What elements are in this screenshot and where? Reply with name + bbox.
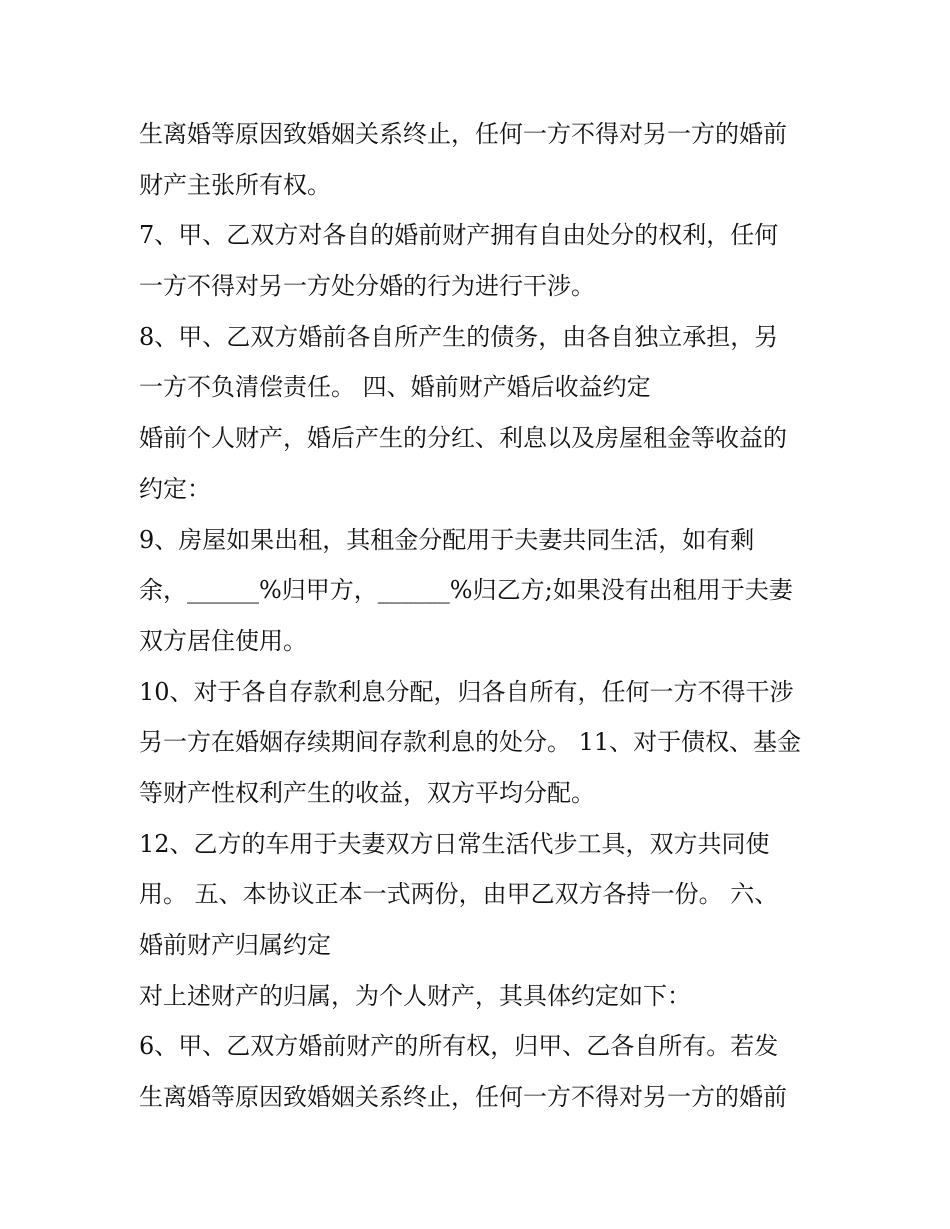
text-line: 一方不得对另一方处分婚的行为进行干涉。 [139,272,595,301]
text-line: 余，______%归甲方，______%归乙方;如果没有出租用于夫妻 [139,576,793,605]
text-line: 8、甲、乙双方婚前各自所产生的债务，由各自独立承担，另 [139,322,779,351]
text-line: 10、对于各自存款利息分配，归各自所有，任何一方不得干涉 [139,677,794,706]
text-line: 生离婚等原因致婚姻关系终止，任何一方不得对另一方的婚前 [139,1083,787,1112]
text-line: 用。 五、本协议正本一式两份，由甲乙双方各持一份。 六、 [139,880,779,909]
document-body [139,109,829,1123]
text-line: 等财产性权利产生的收益，双方平均分配。 [139,778,595,807]
text-line: 约定： [139,474,211,503]
text-line: 12、乙方的车用于夫妻双方日常生活代步工具，双方共同使 [139,829,770,858]
text-line: 6、甲、乙双方婚前财产的所有权，归甲、乙各自所有。若发 [139,1032,779,1061]
text-line: 婚前个人财产，婚后产生的分红、利息以及房屋租金等收益的 [139,424,787,453]
text-line: 对上述财产的归属，为个人财产，其具体约定如下： [139,981,691,1010]
text-line: 另一方在婚姻存续期间存款利息的处分。 11、对于债权、基金 [139,728,802,757]
text-line: 财产主张所有权。 [139,170,331,199]
text-line: 一方不负清偿责任。 四、婚前财产婚后收益约定 [139,373,651,402]
text-line: 7、甲、乙双方对各自的婚前财产拥有自由处分的权利，任何 [139,221,779,250]
text-line: 生离婚等原因致婚姻关系终止，任何一方不得对另一方的婚前 [139,120,787,148]
text-line: 双方居住使用。 [139,626,307,655]
text-line: 婚前财产归属约定 [139,931,331,959]
text-line: 9、房屋如果出租，其租金分配用于夫妻共同生活，如有剩 [139,525,755,554]
